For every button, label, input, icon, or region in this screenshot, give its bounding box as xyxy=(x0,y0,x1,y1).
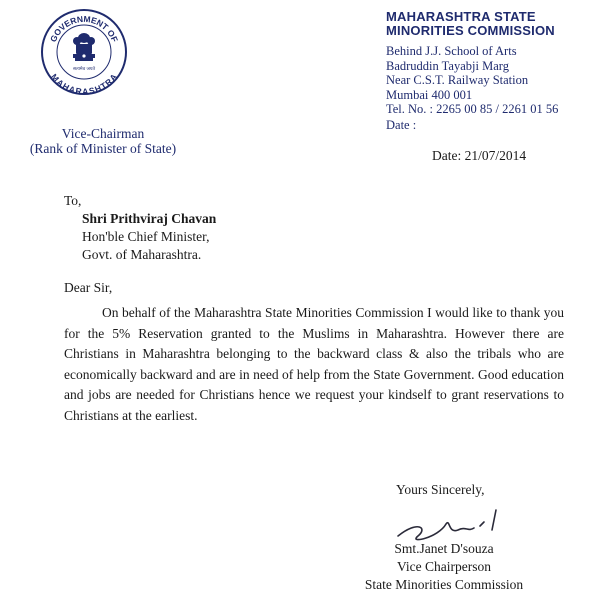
recipient-govt: Govt. of Maharashtra. xyxy=(82,247,202,262)
signer-org: State Minorities Commission xyxy=(364,577,524,592)
government-seal xyxy=(40,8,128,96)
telephone-line: Tel. No. : 2265 00 85 / 2261 01 56 xyxy=(386,102,559,116)
emblem-icon xyxy=(73,33,95,61)
signer-name: Smt.Janet D'souza xyxy=(394,541,494,556)
recipient-block xyxy=(64,192,216,264)
address-line: Mumbai 400 001 xyxy=(386,87,473,102)
to-label: To, xyxy=(64,193,82,208)
recipient-title: Hon'ble Chief Minister, xyxy=(82,229,210,244)
designation-title: Vice-Chairman xyxy=(61,126,145,141)
letter-body xyxy=(64,303,564,426)
designation xyxy=(14,126,192,156)
designation-rank: (Rank of Minister of State) xyxy=(29,141,177,156)
address-line: Near C.S.T. Railway Station xyxy=(386,73,529,87)
org-name-line1: MAHARASHTRA STATE xyxy=(386,9,536,24)
letter-date: Date: 21/07/2014 xyxy=(432,148,527,163)
letterhead-org xyxy=(386,10,555,38)
address-line: Behind J.J. School of Arts xyxy=(386,44,517,58)
signer-role: Vice Chairperson xyxy=(396,559,492,574)
signer-block xyxy=(354,540,534,594)
seal-bottom-text: MAHARASHTRA xyxy=(48,71,120,96)
letterhead-date-label: Date : xyxy=(386,118,417,132)
org-name-line2: MINORITIES COMMISSION xyxy=(386,23,555,38)
address-line: Badruddin Tayabji Marg xyxy=(386,58,509,73)
letterhead-address xyxy=(386,44,558,117)
seal-top-text: GOVERNMENT OF xyxy=(48,13,120,44)
recipient-name: Shri Prithviraj Chavan xyxy=(82,211,217,226)
body-paragraph: On behalf of the Maharashtra State Minorities Commission I would like to thank you for the 5% Reservation granted to the Muslims in Maharashtra. However there are Christians in Maharashtra belonging to the backward class & also the tribals who are economically backward and are in need of help from the State Government. Good education and jobs are needed for Christians hence we request your kindself to grant reservations to Christians at the earliest. xyxy=(64,305,564,423)
svg-text:MAHARASHTRA xyxy=(49,72,119,96)
closing: Yours Sincerely, xyxy=(396,482,485,497)
salutation: Dear Sir, xyxy=(64,280,113,295)
seal-motto: सत्यमेव जयते xyxy=(72,67,96,72)
